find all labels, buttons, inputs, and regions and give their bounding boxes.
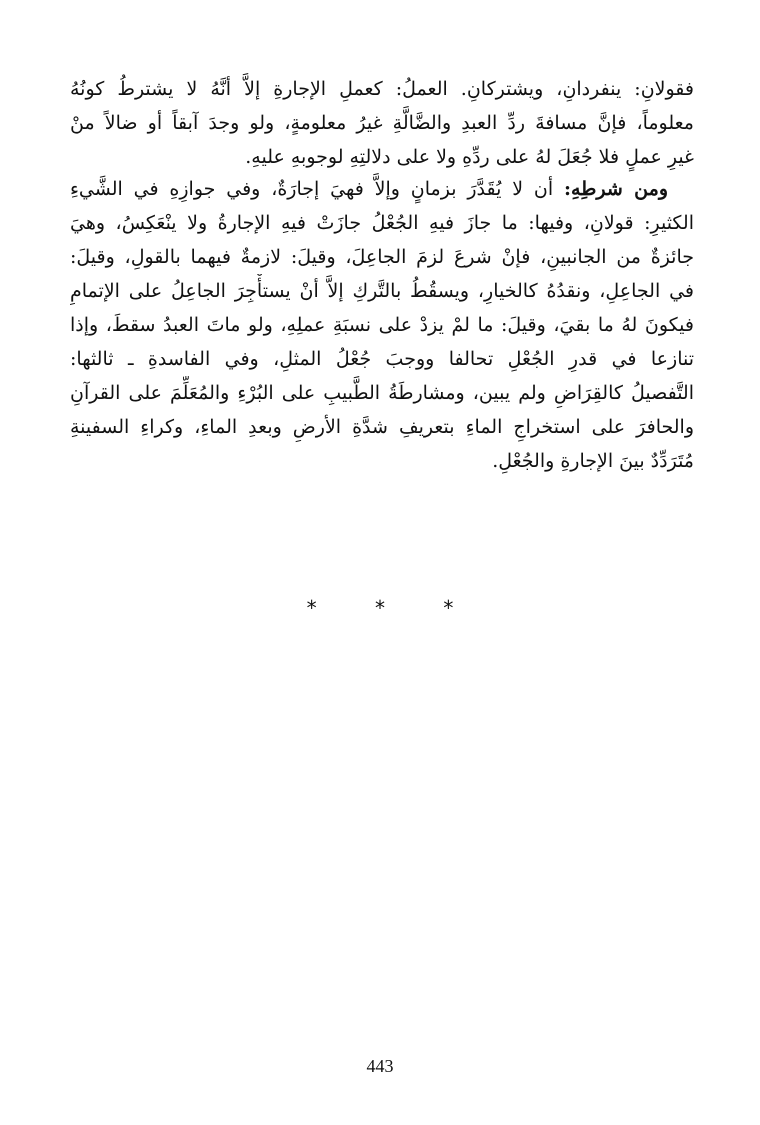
text-line: غيرِ عملٍ فلا جُعَلَ لهُ على ردِّهِ ولا على دلالتِهِ لوجوبهِ عليهِ. (245, 146, 694, 168)
section-lead: ومن شرطِهِ: (564, 178, 669, 200)
section-divider-ornament: * * * (306, 596, 480, 620)
text-line-rest: أن لا يُقَدَّرَ بزمانٍ وإلاَّ فهيَ إجارَةٌ، وفي جوازِهِ في الشَّيءِ (70, 178, 565, 200)
text-line: في الجاعِلِ، ونقدُهُ كالخيارِ، ويسقُطُ بالتَّركِ إلاَّ أنْ يستأْجِرَ الجاعِلُ على الإتمامِ (70, 280, 694, 302)
text-line: فقولانِ: ينفردانِ، ويشتركانِ. العملُ: كعملِ الإجارةِ إلاَّ أنَّهُ لا يشترطُ كونُهُ (70, 78, 694, 100)
paragraph-2 (70, 172, 694, 478)
text-line: الكثيرِ: قولانِ، وفيها: ما جازَ فيهِ الجُعْلُ جازَتْ فيهِ الإجارةُ ولا ينْعَكِسُ، وهيَ (70, 212, 694, 234)
page-number: 443 (366, 1056, 394, 1076)
text-line: والحافرَ على استخراجِ الماءِ بتعريفِ شدَّةِ الأرضِ وبعدِ الماءِ، وكراءِ السفينةِ (70, 416, 694, 438)
text-line-first (70, 172, 694, 206)
paragraph-1 (70, 72, 694, 174)
text-line: معلوماً، فإنَّ مسافةَ ردِّ العبدِ والضَّالَّةِ غيرُ معلومةٍ، ولو وجدَ آبقاً أو ضالاً منْ (70, 112, 694, 134)
text-line: التَّفصيلُ كالقِرَاضِ ولم يبين، ومشارطَةُ الطَّبيبِ على البُرْءِ والمُعَلِّمَ على القرآنِ (70, 382, 694, 404)
text-line: جائزةٌ من الجانبينِ، فإنْ شرعَ لزمَ الجاعِلَ، وقيلَ: لازمةٌ فيهما بالقولِ، وقيلَ: (70, 246, 694, 268)
text-line: مُتَرَدِّدٌ بينَ الإجارةِ والجُعْلِ. (492, 450, 694, 472)
text-line: فيكونَ لهُ ما بقيَ، وقيلَ: ما لمْ يزدْ على نسبَةِ عملِهِ، ولو ماتَ العبدُ سقطَ، وإذا (70, 314, 694, 336)
text-line: تنازعا في قدرِ الجُعْلِ تحالفا ووجبَ جُعْلُ المثلِ، وفي الفاسدةِ ـ ثالثها: (70, 348, 694, 370)
